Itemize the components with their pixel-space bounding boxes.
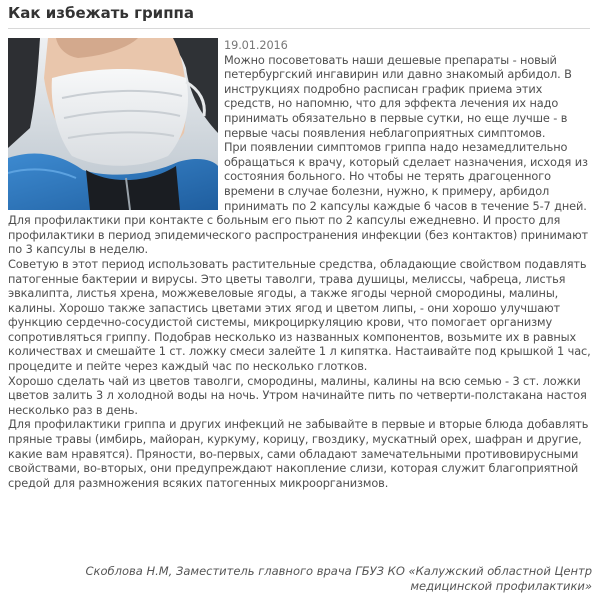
article-paragraph: Советую в этот период использовать растительные средства, обладающие свойством подавлять патогенные бактерии и вирусы. Это цветы таволги, трава душицы, мелиссы, чабреца, листья эвкалипта, листья хрена, можжевеловые ягоды, а также ягоды черной смородины, малины, калины. Хорошо также запастись цветами этих ягод и цветом липы, - они хорошо улучшают функцию сердечно-сосудистой системы, микроциркуляцию крови, что помогает организму сопротивляться гриппу. Подобрав несколько из названных компонентов, возьмите их в равных количествах и смешайте 1 ст. ложку смеси залейте 1 л кипятка. Настаивайте под крышкой 1 час, процедите и пейте через каждый час по несколько глотков. bbox=[8, 256, 591, 374]
title-divider bbox=[8, 28, 590, 29]
article-paragraph: Хорошо сделать чай из цветов таволги, смородины, малины, калины на всю семью - 3 ст. ложки цветов залить 3 л холодной воды на ночь. Утром начинайте пить по четверти-полстакана настоя несколько раз в день. bbox=[8, 373, 587, 417]
article-paragraph: Можно посоветовать наши дешевые препараты - новый петербургский ингавирин или давно знакомый арбидол. В инструкциях подробно расписан график приема этих средств, но напомню, что для эффекта лечения их надо принимать обязательно в первые сутки, но еще лучше - в первые часы появления неблагоприятных симптомов. bbox=[224, 52, 572, 140]
article-signature: Скоблова Н.М, Заместитель главного врача ГБУЗ КО «Калужский областной Центр медицинской профилактики» bbox=[85, 564, 592, 593]
person-in-medical-mask-photo bbox=[8, 38, 218, 210]
article-paragraph: При появлении симптомов гриппа надо незамедлительно обращаться к врачу, который сделает назначения, исходя из состояния больного. Но чтобы не терять драгоценного времени в случае болезни, нужно, к примеру, арбидол принимать по 2 капсулы каждые 6 часов в течение 5-7 дней. Для профилактики при контакте с больным его пьют по 2 капсулы ежедневно. И просто для профилактики в период эпидемического распространения инфекции (без контактов) принимают по 3 капсулы в неделю. bbox=[8, 140, 589, 257]
article-date: 19.01.2016 bbox=[224, 38, 288, 52]
article-paragraph: Для профилактики гриппа и других инфекций не забывайте в первые и вторые блюда добавлять пряные травы (имбирь, майоран, куркуму, корицу, гвоздику, мускатный орех, шафран и другие, какие вам нравятся). Пряности, во-первых, сами обладают замечательными противовирусными свойствами, во-вторых, они предупреждают накопление слизи, которая служит благоприятной средой для размножения всяких патогенных микроорганизмов. bbox=[8, 417, 589, 490]
page-title: Как избежать гриппа bbox=[8, 4, 195, 22]
